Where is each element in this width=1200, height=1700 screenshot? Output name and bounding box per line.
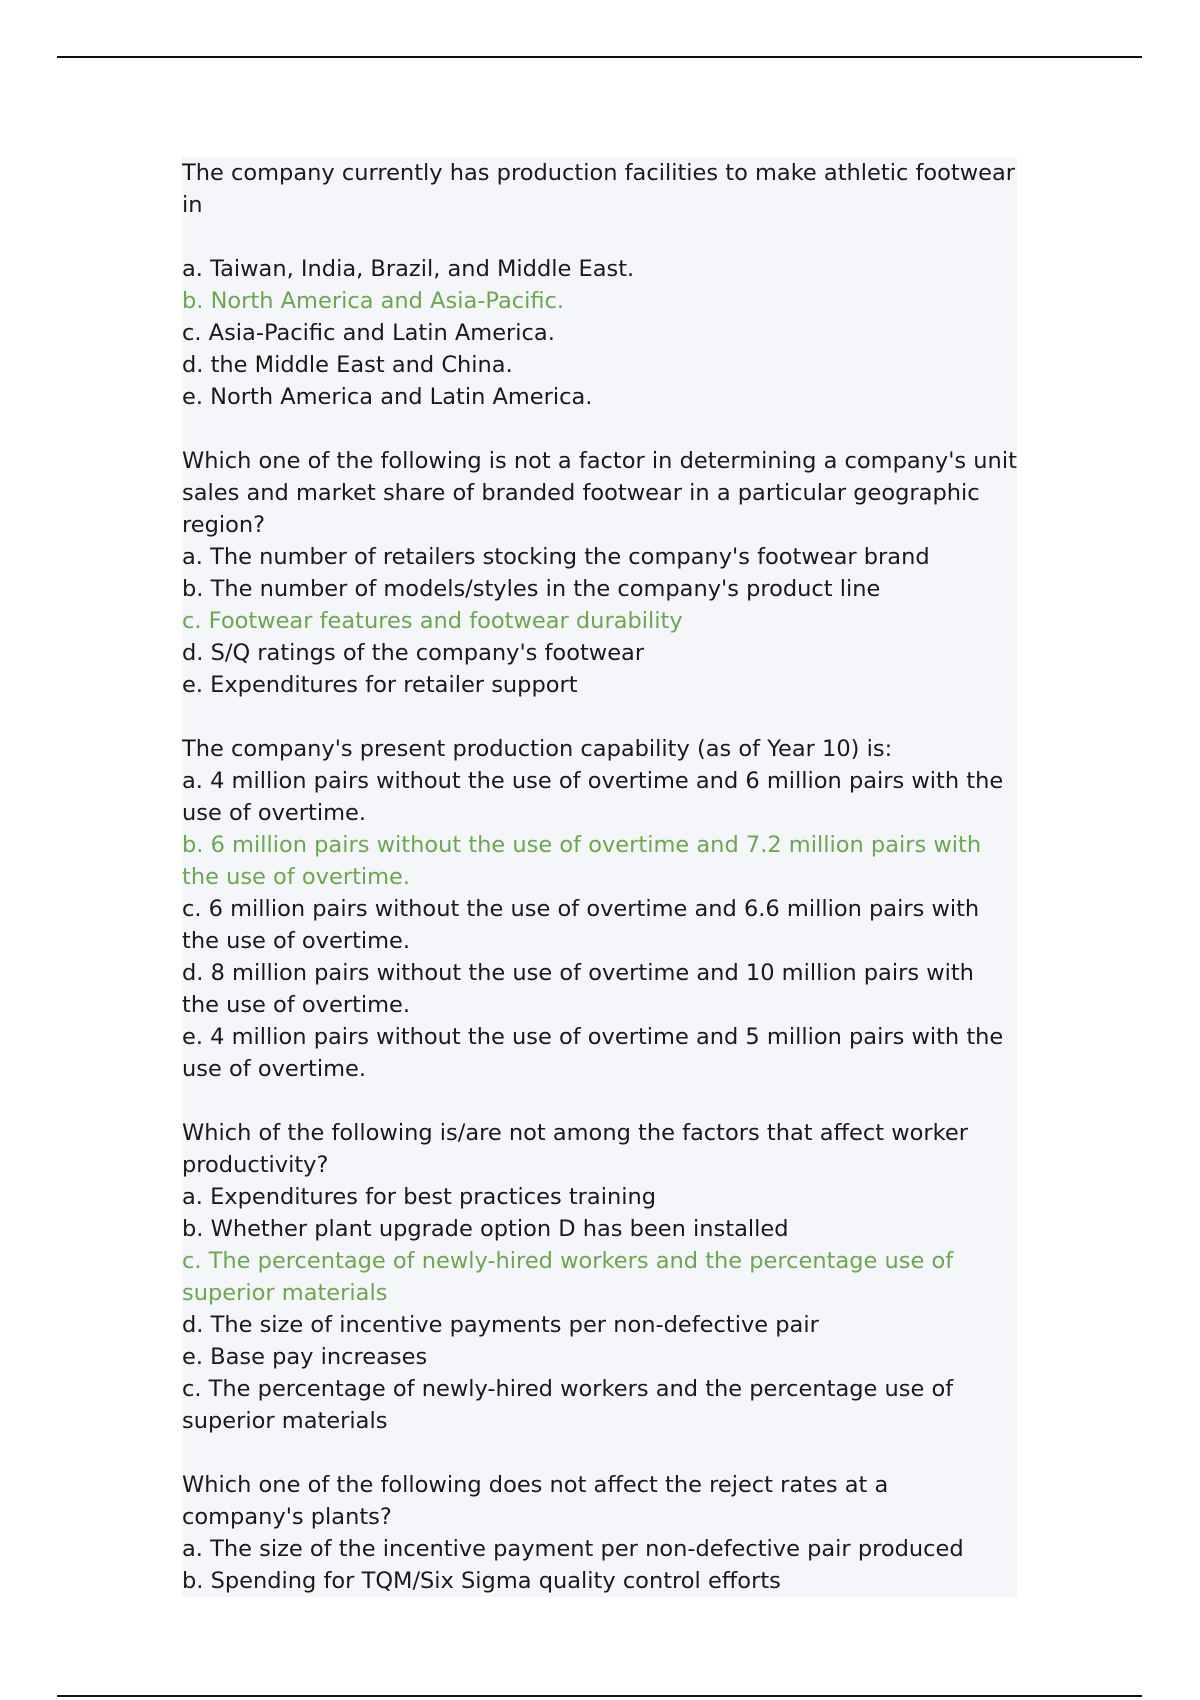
question-block [182, 1469, 1017, 1597]
option-d: d. 8 million pairs without the use of overtime and 10 million pairs with the use of overtime. [182, 960, 974, 1018]
option-a: a. The number of retailers stocking the company's footwear brand [182, 544, 930, 570]
option-a: a. Expenditures for best practices training [182, 1184, 657, 1210]
option-b-correct: b. North America and Asia-Pacific. [182, 288, 565, 314]
option-a: a. The size of the incentive payment per non-defective pair produced [182, 1536, 964, 1562]
footer-rule [57, 1695, 1142, 1697]
answer-note: c. The percentage of newly-hired workers and the percentage use of superior materials [182, 1376, 954, 1434]
option-d: d. S/Q ratings of the company's footwear [182, 640, 645, 666]
option-c: c. Asia-Pacific and Latin America. [182, 320, 555, 346]
option-b: b. The number of models/styles in the company's product line [182, 576, 881, 602]
option-d: d. The size of incentive payments per non-defective pair [182, 1312, 819, 1338]
option-a: a. 4 million pairs without the use of overtime and 6 million pairs with the use of overtime. [182, 768, 1004, 826]
question-text: The company currently has production facilities to make athletic footwear in [182, 160, 1016, 218]
question-panel [182, 157, 1017, 1597]
question-block [182, 1117, 1017, 1437]
option-c-correct: c. Footwear features and footwear durability [182, 608, 683, 634]
option-e: e. Expenditures for retailer support [182, 672, 578, 698]
header-rule [57, 56, 1142, 58]
question-block [182, 157, 1017, 413]
question-list [182, 157, 1017, 1597]
option-b: b. Whether plant upgrade option D has been installed [182, 1216, 789, 1242]
question-text: Which one of the following is not a factor in determining a company's unit sales and market share of branded footwear in a particular geographic region? [182, 448, 1017, 538]
question-block [182, 445, 1017, 701]
option-c-correct: c. The percentage of newly-hired workers and the percentage use of superior materials [182, 1248, 954, 1306]
option-c: c. 6 million pairs without the use of overtime and 6.6 million pairs with the use of overtime. [182, 896, 980, 954]
option-b-correct: b. 6 million pairs without the use of overtime and 7.2 million pairs with the use of overtime. [182, 832, 982, 890]
question-text: The company's present production capability (as of Year 10) is: [182, 736, 893, 762]
question-text: Which one of the following does not affect the reject rates at a company's plants? [182, 1472, 889, 1530]
option-a: a. Taiwan, India, Brazil, and Middle East. [182, 256, 635, 282]
option-d: d. the Middle East and China. [182, 352, 513, 378]
option-e: e. Base pay increases [182, 1344, 428, 1370]
option-e: e. North America and Latin America. [182, 384, 593, 410]
option-b: b. Spending for TQM/Six Sigma quality control efforts [182, 1568, 781, 1594]
question-text: Which of the following is/are not among the factors that affect worker productivity? [182, 1120, 968, 1178]
option-e: e. 4 million pairs without the use of overtime and 5 million pairs with the use of overtime. [182, 1024, 1004, 1082]
question-block [182, 733, 1017, 1085]
